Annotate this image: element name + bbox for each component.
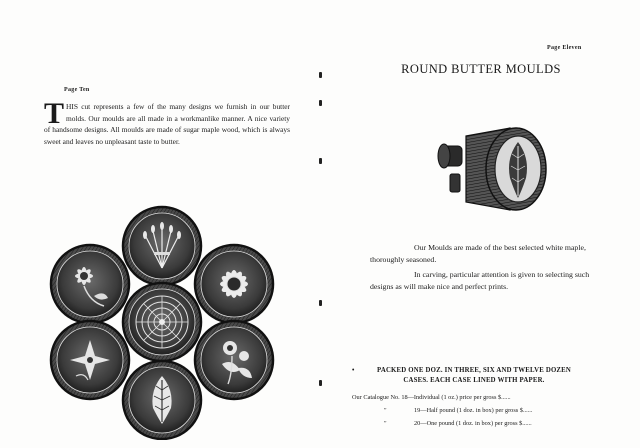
intro-text: HIS cut represents a few of the many designs we furnish in our butter molds. Our moulds are all made in a workmanlike manner. A nice variety of handsome designs. All moulds are made of sugar maple wood, which is always sweet and leaves no unpleasant taste to butter. <box>44 102 290 146</box>
mould-leaf <box>123 361 201 439</box>
mould-daisy <box>51 245 129 323</box>
packing-note <box>354 366 594 385</box>
catalogue-text: 19—Half pound (1 doz. in box) per gross $...... <box>414 407 533 414</box>
catalogue-list <box>352 391 622 430</box>
ditto-mark: " <box>384 407 387 414</box>
catalogue-row <box>352 391 622 404</box>
drop-cap: T <box>44 97 65 130</box>
description-paragraph-1: Our Moulds are made of the best selected white maple, thoroughly seasoned. <box>370 243 586 264</box>
mould-large-daisy <box>195 245 273 323</box>
packing-line-2: CASES. EACH CASE LINED WITH PAPER. <box>403 376 545 384</box>
left-page <box>0 0 318 448</box>
butter-mould-designs-illustration <box>46 200 296 440</box>
round-butter-mould-illustration <box>432 118 560 218</box>
mould-rose-spray <box>195 321 273 399</box>
right-page <box>322 0 640 448</box>
catalogue-row <box>352 404 622 417</box>
catalogue-text: Our Catalogue No. 18—Individual (1 oz.) price per gross $...... <box>352 394 511 401</box>
mould-star-flower <box>51 321 129 399</box>
catalogue-text: 20—One pound (1 doz. in box) per gross $...... <box>414 420 532 427</box>
page-title: ROUND BUTTER MOULDS <box>401 62 561 76</box>
page-number-left: Page Ten <box>64 87 90 93</box>
description-paragraph-2: In carving, particular attention is given to selecting such designs as will make nice and perfect prints. <box>370 270 590 291</box>
intro-paragraph <box>44 97 290 147</box>
packing-line-1: PACKED ONE DOZ. IN THREE, SIX AND TWELVE DOZEN <box>376 367 572 374</box>
mould-rosette <box>123 283 201 361</box>
ditto-mark: " <box>384 420 387 427</box>
packing-bullet: • <box>352 367 355 374</box>
mould-wheat-sheaf <box>123 207 201 285</box>
catalogue-row <box>352 417 622 430</box>
page-number-right: Page Eleven <box>547 45 582 51</box>
description <box>370 242 602 293</box>
